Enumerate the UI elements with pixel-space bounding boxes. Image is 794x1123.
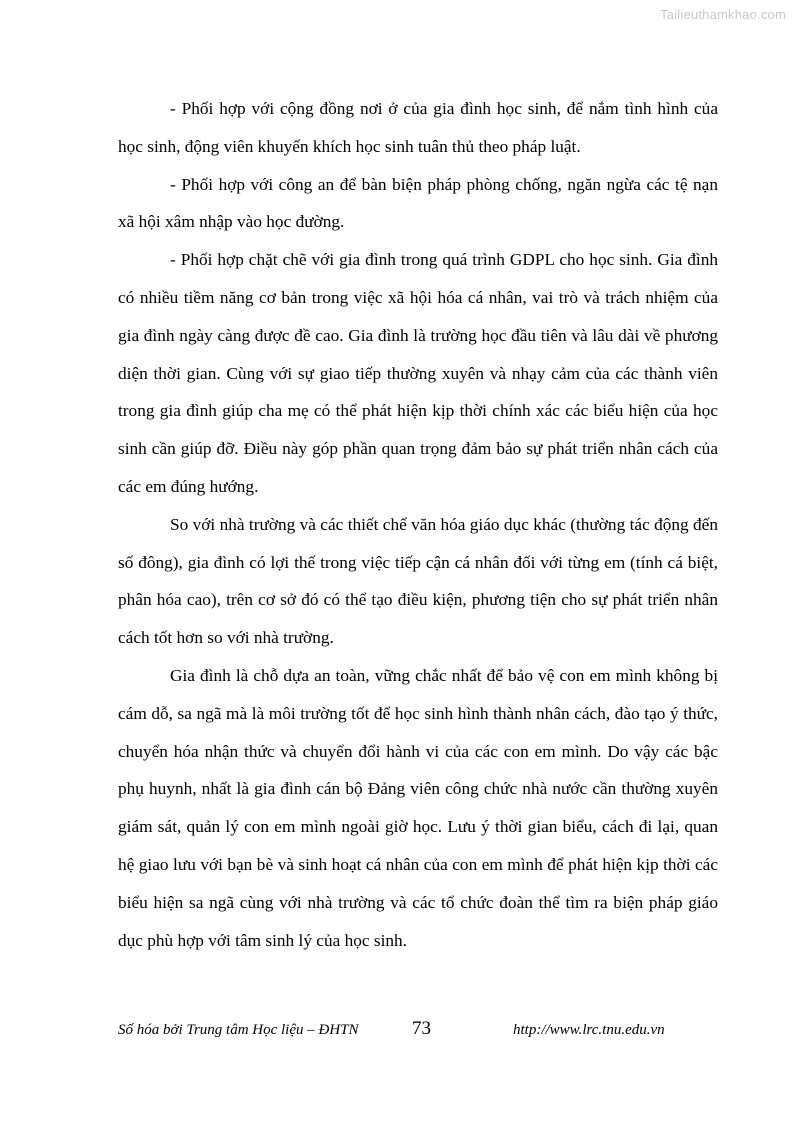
document-body: [118, 90, 718, 959]
paragraph: Gia đình là chỗ dựa an toàn, vững chắc nhất để bảo vệ con em mình không bị cám dỗ, sa ngã mà là môi trường tốt để học sinh hình thành nhân cách, đào tạo ý thức, chuyển hóa nhận thức và chuyển đổi hành vi của các con em mình. Do vậy các bậc phụ huynh, nhất là gia đình cán bộ Đảng viên công chức nhà nước cần thường xuyên giám sát, quản lý con em mình ngoài giờ học. Lưu ý thời gian biểu, cách đi lại, quan hệ giao lưu với bạn bè và sinh hoạt cá nhân của con em mình để phát hiện kịp thời các biểu hiện sa ngã cùng với nhà trường và các tổ chức đoàn thể tìm ra biện pháp giáo dục phù hợp với tâm sinh lý của học sinh.: [118, 665, 718, 950]
paragraph: So với nhà trường và các thiết chế văn hóa giáo dục khác (thường tác động đến số đông), gia đình có lợi thế trong việc tiếp cận cá nhân đối với từng em (tính cá biệt, phân hóa cao), trên cơ sở đó có thể tạo điều kiện, phương tiện cho sự phát triển nhân cách tốt hơn so với nhà trường.: [118, 514, 718, 648]
paragraph: - Phối hợp với công an để bàn biện pháp phòng chống, ngăn ngừa các tệ nạn xã hội xâm nhập vào học đường.: [118, 174, 718, 232]
footer-url[interactable]: http://www.lrc.tnu.edu.vn: [513, 1022, 665, 1038]
page-number: 73: [412, 1018, 431, 1039]
footer-source: Số hóa bởi Trung tâm Học liệu – ĐHTN: [118, 1022, 359, 1038]
page-footer: [118, 1018, 718, 1044]
paragraph: - Phối hợp với cộng đồng nơi ở của gia đình học sinh, để nắm tình hình của học sinh, động viên khuyến khích học sinh tuân thủ theo pháp luật.: [118, 99, 718, 156]
paragraph: - Phối hợp chặt chẽ với gia đình trong quá trình GDPL cho học sinh. Gia đình có nhiều tiềm năng cơ bản trong việc xã hội hóa cá nhân, vai trò và trách nhiệm của gia đình ngày càng được đề cao. Gia đình là trường học đầu tiên và lâu dài về phương diện thời gian. Cùng với sự giao tiếp thường xuyên và nhạy cảm của các thành viên trong gia đình giúp cha mẹ có thể phát hiện kịp thời chính xác các biểu hiện của học sinh cần giúp đỡ. Điều này góp phần quan trọng đảm bảo sự phát triển nhân cách của các em đúng hướng.: [118, 250, 718, 496]
watermark: Tailieuthamkhao.com: [660, 7, 786, 22]
